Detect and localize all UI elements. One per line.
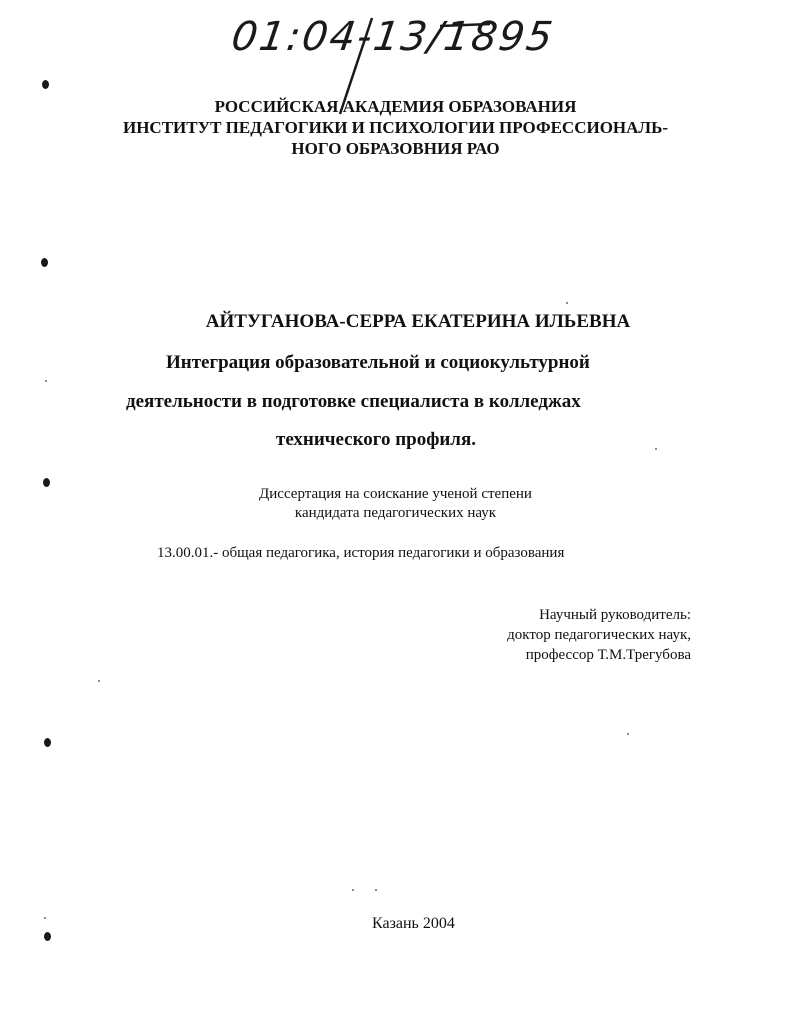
punch-hole-mark xyxy=(44,738,51,747)
scan-speck xyxy=(375,889,377,891)
handwritten-code-text: 01:04-13/1895 xyxy=(228,14,558,60)
title-line-1: Интеграция образовательной и социокультурной xyxy=(166,352,590,373)
institution-line-1: РОССИЙСКАЯ АКАДЕМИЯ ОБРАЗОВАНИЯ xyxy=(214,97,577,116)
punch-hole-mark xyxy=(42,80,49,89)
scan-speck xyxy=(655,448,657,450)
city-year: Казань 2004 xyxy=(372,915,455,932)
scan-speck xyxy=(44,917,46,919)
institution-line-3: НОГО ОБРАЗОВНИЯ РАО xyxy=(291,139,500,158)
scan-speck xyxy=(352,889,354,891)
supervisor-line-1: Научный руководитель: xyxy=(539,607,691,623)
supervisor-block xyxy=(507,605,691,665)
punch-hole-mark xyxy=(44,932,51,941)
title-line-3: технического профиля. xyxy=(276,429,476,450)
scan-speck xyxy=(627,733,629,735)
dissertation-line-2: кандидата педагогических наук xyxy=(294,505,497,521)
author-name: АЙТУГАНОВА-СЕРРА ЕКАТЕРИНА ИЛЬЕВНА xyxy=(205,311,631,332)
institution-line-2: ИНСТИТУТ ПЕДАГОГИКИ И ПСИХОЛОГИИ ПРОФЕССИОНАЛЬ- xyxy=(122,118,668,137)
title-line-2: деятельности в подготовке специалиста в колледжах xyxy=(126,391,581,412)
specialty-code: 13.00.01.- общая педагогика, история педагогики и образования xyxy=(157,545,565,561)
dissertation-description xyxy=(0,485,791,523)
punch-hole-mark xyxy=(41,258,48,267)
dissertation-line-1: Диссертация на соискание ученой степени xyxy=(259,486,532,502)
scan-speck xyxy=(98,680,100,682)
scan-speck xyxy=(566,302,568,304)
institution-header xyxy=(0,96,791,159)
supervisor-line-2: доктор педагогических наук, xyxy=(507,627,691,643)
punch-hole-mark xyxy=(43,478,50,487)
scan-speck xyxy=(45,380,47,382)
supervisor-line-3: профессор Т.М.Трегубова xyxy=(525,647,691,663)
handwritten-archive-code xyxy=(222,6,558,106)
